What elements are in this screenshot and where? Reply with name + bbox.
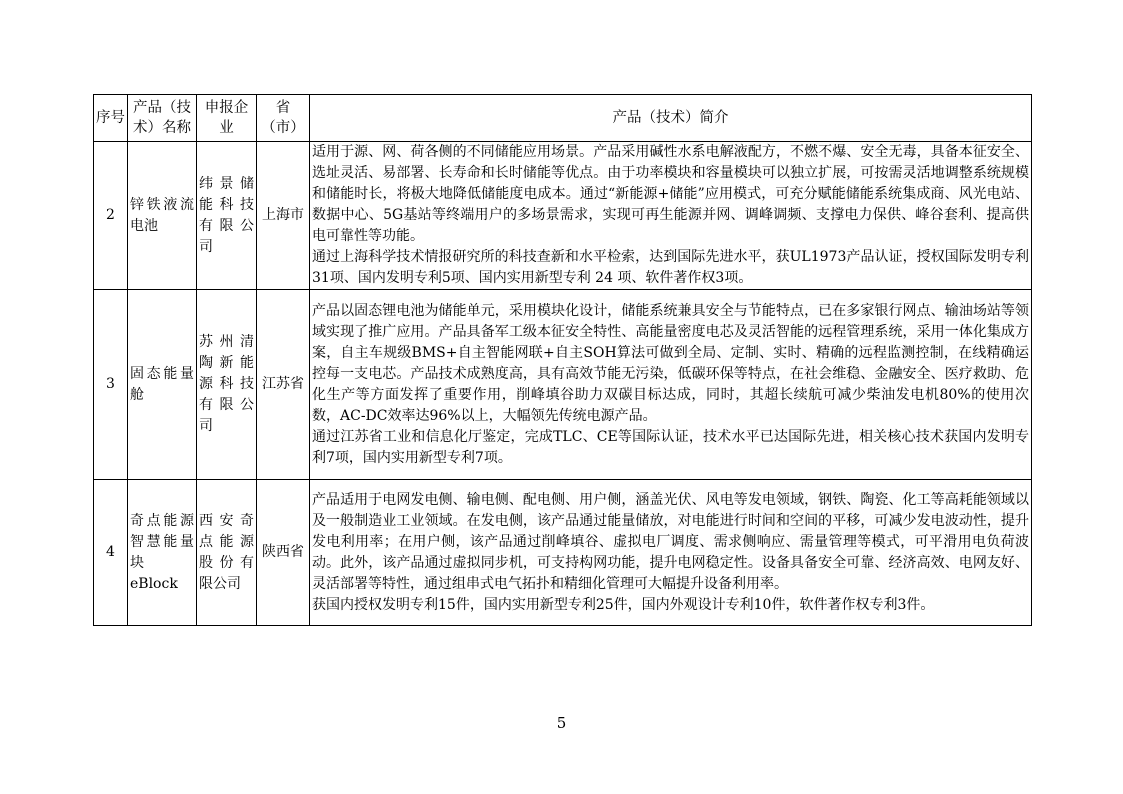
row-serial-number: 4 — [94, 480, 128, 626]
header-product-name: 产品（技术）名称 — [128, 95, 197, 142]
row-serial-number: 3 — [94, 290, 128, 480]
products-table — [93, 94, 1032, 626]
table-row — [94, 480, 1032, 626]
description-paragraph: 产品适用于电网发电侧、输电侧、配电侧、用户侧，涵盖光伏、风电等发电领域，钢铁、陶瓷、化工等高耗能领域以及一般制造业工业领域。在发电侧，该产品通过能量储放，对电能进行时间和空间的平移，可减少发电波动性，提升发电利用率；在用户侧，该产品通过削峰填谷、虚拟电厂调度、需求侧响应、需量管理等模式，可平滑用电负荷波动。此外，该产品通过虚拟同步机，可支持构网功能，提升电网稳定性。设备具备安全可靠、经济高效、电网友好、灵活部署等特性，通过组串式电气拓扑和精细化管理可大幅提升设备利用率。 — [312, 491, 1029, 592]
table-header-row — [94, 95, 1032, 142]
description-paragraph: 通过上海科学技术情报研究所的科技查新和水平检索，达到国际先进水平，获UL1973产品认证，授权国际发明专利 31项、国内发明专利5项、国内实用新型专利 24 项、软件著作权3项。 — [312, 249, 1029, 286]
row-description — [310, 290, 1032, 480]
row-province: 陕西省 — [257, 480, 310, 626]
header-company: 申报企业 — [197, 95, 257, 142]
row-product-name: 锌铁液流电池 — [128, 142, 197, 290]
row-serial-number: 2 — [94, 142, 128, 290]
header-province: 省（市） — [257, 95, 310, 142]
row-description — [310, 480, 1032, 626]
description-paragraph: 产品以固态锂电池为储能单元，采用模块化设计，储能系统兼具安全与节能特点，已在多家银行网点、输油场站等领域实现了推广应用。产品具备军工级本征安全特性、高能量密度电芯及灵活智能的远程管理系统，采用一体化集成方案，自主车规级BMS+自主智能网联+自主SOH算法可做到全局、定制、实时、精确的远程监测控制，在线精确运控每一支电芯。产品技术成熟度高，具有高效节能无污染，低碳环保等特点，在社会维稳、金融安全、医疗救助、危化生产等方面发挥了重要作用，削峰填谷助力双碳目标达成，同时，其超长续航可减少柴油发电机80%的使用次数，AC-DC效率达96%以上，大幅领先传统电源产品。 — [312, 302, 1029, 424]
row-company: 西安奇点能源股份有限公司 — [197, 480, 257, 626]
row-province: 江苏省 — [257, 290, 310, 480]
row-province: 上海市 — [257, 142, 310, 290]
row-product-name: 固态能量舱 — [128, 290, 197, 480]
page-number: 5 — [556, 714, 567, 732]
table-row — [94, 142, 1032, 290]
row-company: 纬景储能科技有限公司 — [197, 142, 257, 290]
description-paragraph: 通过江苏省工业和信息化厅鉴定，完成TLC、CE等国际认证，技术水平已达国际先进，相关核心技术获国内发明专利7项，国内实用新型专利7项。 — [312, 428, 1029, 466]
row-description — [310, 142, 1032, 290]
row-company: 苏州清陶新能源科技有限公司 — [197, 290, 257, 480]
table-row — [94, 290, 1032, 480]
header-serial-number: 序号 — [94, 95, 128, 142]
description-paragraph: 适用于源、网、荷各侧的不同储能应用场景。产品采用碱性水系电解液配方，不燃不爆、安全无毒，具备本征安全、选址灵活、易部署、长寿命和长时储能等优点。由于功率模块和容量模块可以独立扩展，可按需灵活地调整系统规模和储能时长，将极大地降低储能度电成本。通过“新能源+储能”应用模式，可充分赋能储能系统集成商、风光电站、数据中心、5G基站等终端用户的多场景需求，实现可再生能源并网、调峰调频、支撑电力保供、峰谷套利、提高供电可靠性等功能。 — [312, 144, 1029, 244]
row-product-name: 奇点能源智慧能量块 eBlock — [128, 480, 197, 626]
description-paragraph: 获国内授权发明专利15件，国内实用新型专利25件，国内外观设计专利10件，软件著作权专利3件。 — [312, 596, 935, 613]
header-description: 产品（技术）简介 — [310, 95, 1032, 142]
